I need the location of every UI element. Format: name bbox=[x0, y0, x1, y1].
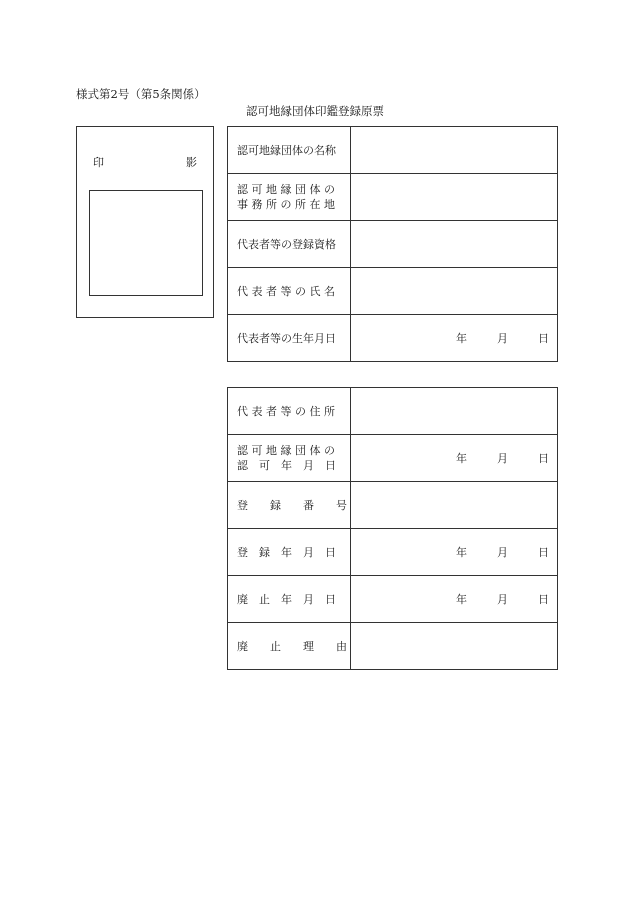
day-label: 日 bbox=[538, 593, 549, 606]
table-row bbox=[228, 435, 558, 482]
label-representative-name: 代 表 者 等 の 氏 名 bbox=[228, 268, 351, 315]
field-abolition-date[interactable] bbox=[351, 576, 558, 623]
field-office-address[interactable] bbox=[351, 174, 558, 221]
table-row bbox=[228, 388, 558, 435]
field-abolition-reason[interactable] bbox=[351, 623, 558, 670]
field-representative-address[interactable] bbox=[351, 388, 558, 435]
label-registration-date: 登 録 年 月 日 bbox=[228, 529, 351, 576]
document-title: 認可地縁団体印鑑登録原票 bbox=[246, 104, 384, 118]
field-registration-date[interactable] bbox=[351, 529, 558, 576]
label-group-name: 認可地縁団体の名称 bbox=[228, 127, 351, 174]
label-representative-qualification: 代表者等の登録資格 bbox=[228, 221, 351, 268]
registration-table-upper bbox=[227, 126, 558, 362]
year-label: 年 bbox=[456, 593, 467, 606]
field-representative-birthdate[interactable] bbox=[351, 315, 558, 362]
table-row bbox=[228, 529, 558, 576]
month-label: 月 bbox=[497, 546, 508, 559]
day-label: 日 bbox=[538, 452, 549, 465]
year-label: 年 bbox=[456, 546, 467, 559]
month-label: 月 bbox=[497, 332, 508, 345]
field-group-name[interactable] bbox=[351, 127, 558, 174]
month-label: 月 bbox=[497, 593, 508, 606]
table-row bbox=[228, 127, 558, 174]
day-label: 日 bbox=[538, 332, 549, 345]
table-row bbox=[228, 623, 558, 670]
table-row bbox=[228, 268, 558, 315]
year-label: 年 bbox=[456, 452, 467, 465]
label-authorization-date: 認 可 地 縁 団 体 の 認 可 年 月 日 bbox=[228, 435, 351, 482]
label-abolition-reason: 廃 止 理 由 bbox=[228, 623, 351, 670]
registration-table-lower bbox=[227, 387, 558, 670]
table-row bbox=[228, 482, 558, 529]
label-representative-address: 代 表 者 等 の 住 所 bbox=[228, 388, 351, 435]
table-row bbox=[228, 174, 558, 221]
form-reference: 様式第2号（第5条関係） bbox=[76, 87, 206, 101]
field-authorization-date[interactable] bbox=[351, 435, 558, 482]
table-row bbox=[228, 221, 558, 268]
label-office-address: 認 可 地 縁 団 体 の 事 務 所 の 所 在 地 bbox=[228, 174, 351, 221]
field-representative-qualification[interactable] bbox=[351, 221, 558, 268]
table-row bbox=[228, 576, 558, 623]
label-representative-birthdate: 代表者等の生年月日 bbox=[228, 315, 351, 362]
label-abolition-date: 廃 止 年 月 日 bbox=[228, 576, 351, 623]
table-row bbox=[228, 315, 558, 362]
seal-label-ei: 影 bbox=[186, 156, 197, 169]
label-registration-number: 登 録 番 号 bbox=[228, 482, 351, 529]
field-representative-name[interactable] bbox=[351, 268, 558, 315]
seal-impression-box bbox=[76, 126, 214, 318]
field-registration-number[interactable] bbox=[351, 482, 558, 529]
seal-label-in: 印 bbox=[93, 156, 104, 169]
day-label: 日 bbox=[538, 546, 549, 559]
month-label: 月 bbox=[497, 452, 508, 465]
year-label: 年 bbox=[456, 332, 467, 345]
seal-stamp-area[interactable] bbox=[89, 190, 203, 296]
